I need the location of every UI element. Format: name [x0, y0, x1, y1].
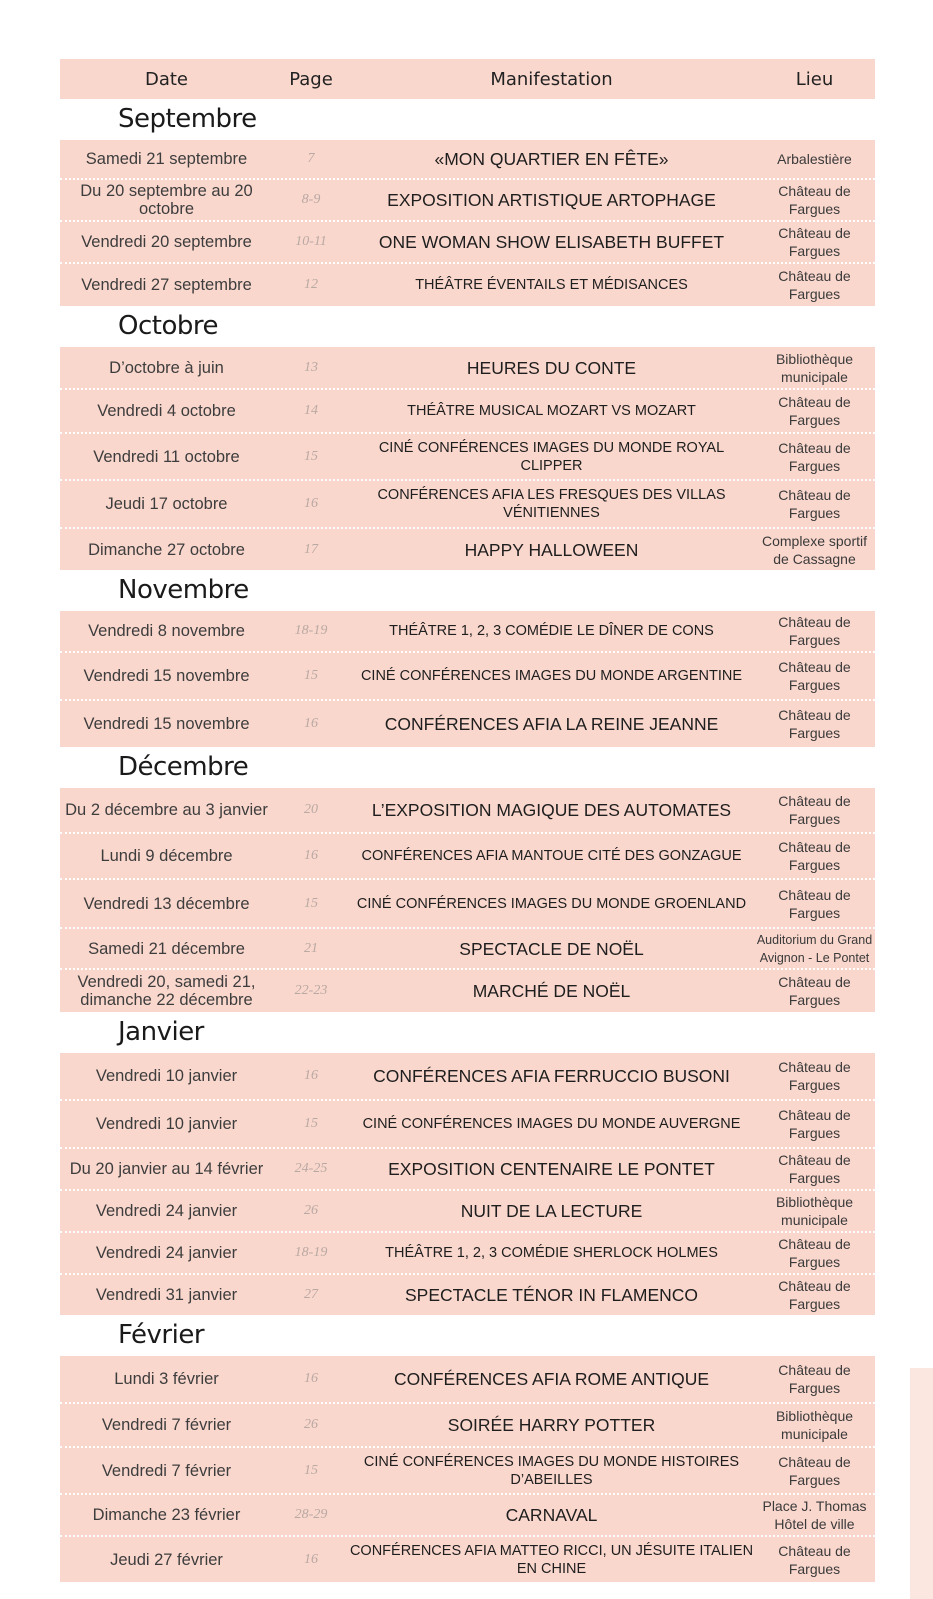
table-row	[60, 222, 875, 264]
event-date: Vendredi 10 janvier	[95, 1115, 238, 1133]
event-title: CONFÉRENCES AFIA FERRUCCIO BUSONI	[373, 1066, 730, 1086]
event-title: CONFÉRENCES AFIA LA REINE JEANNE	[384, 714, 719, 734]
event-page: 10-11	[295, 234, 327, 249]
event-title: CONFÉRENCES AFIA MANTOUE CITÉ DES GONZAGUE	[361, 848, 742, 864]
table-row	[60, 653, 875, 701]
event-title: CONFÉRENCES AFIA MATTEO RICCI, UN JÉSUITE ITALIEN EN CHINE	[349, 1542, 754, 1577]
event-page: 15	[304, 1116, 318, 1131]
month-rows	[60, 788, 875, 1012]
event-page: 17	[304, 541, 318, 557]
event-title: SPECTACLE TÉNOR IN FLAMENCO	[404, 1285, 698, 1305]
table-row	[60, 481, 875, 529]
header-manifestation: Manifestation	[490, 68, 613, 90]
event-page: 16	[304, 716, 318, 731]
header-date: Date	[144, 68, 189, 90]
event-lieu: Château de Fargues	[778, 1236, 851, 1270]
event-page: 13	[304, 359, 318, 375]
table-row	[60, 1101, 875, 1149]
month-heading: Janvier	[118, 1017, 204, 1047]
event-lieu: Château de Fargues	[778, 439, 851, 474]
month-rows	[60, 1356, 875, 1582]
month-heading: Septembre	[118, 104, 257, 134]
event-date: Vendredi 7 février	[101, 1461, 232, 1480]
event-page: 28-29	[294, 1507, 328, 1522]
event-date: Lundi 9 décembre	[100, 847, 233, 865]
event-date: Vendredi 27 septembre	[81, 276, 252, 294]
event-page: 27	[304, 1287, 318, 1302]
event-date: Vendredi 13 décembre	[83, 894, 250, 913]
event-date: Vendredi 20, samedi 21, dimanche 22 décembre	[77, 973, 256, 1009]
event-lieu: Château de Fargues	[778, 1453, 851, 1488]
event-page: 15	[304, 668, 318, 683]
month-rows	[60, 1053, 875, 1315]
event-title: L’EXPOSITION MAGIQUE DES AUTOMATES	[371, 800, 732, 820]
page-edge-tab	[910, 1368, 933, 1599]
event-lieu: Place J. Thomas Hôtel de ville	[762, 1498, 867, 1532]
table-row	[60, 1356, 875, 1404]
event-title: «MON QUARTIER EN FÊTE»	[434, 149, 669, 169]
event-page: 16	[304, 1371, 318, 1386]
event-lieu: Château de Fargues	[778, 183, 851, 217]
table-row	[60, 1404, 875, 1448]
event-lieu: Bibliothèque municipale	[775, 350, 854, 385]
event-title: SPECTACLE DE NOËL	[459, 938, 644, 959]
event-date: Vendredi 24 janvier	[95, 1244, 238, 1262]
event-page: 18-19	[294, 1245, 328, 1260]
agenda-table	[60, 59, 875, 1582]
event-lieu: Château de Fargues	[778, 225, 851, 259]
event-date: Vendredi 4 octobre	[97, 402, 236, 420]
event-title: CONFÉRENCES AFIA LES FRESQUES DES VILLAS VÉNITIENNES	[377, 487, 726, 521]
table-row	[60, 611, 875, 653]
event-page: 26	[304, 1203, 318, 1218]
event-page: 7	[307, 151, 315, 166]
event-page: 20	[304, 802, 318, 817]
event-lieu: Château de Fargues	[778, 974, 851, 1008]
event-date: Samedi 21 septembre	[85, 150, 248, 168]
header-lieu: Lieu	[795, 68, 834, 90]
event-title: CINÉ CONFÉRENCES IMAGES DU MONDE ROYAL CLIPPER	[378, 439, 725, 474]
event-title: CINÉ CONFÉRENCES IMAGES DU MONDE ARGENTINE	[360, 668, 743, 684]
event-date: Du 20 janvier au 14 février	[69, 1160, 264, 1178]
table-row	[60, 701, 875, 747]
event-date: Vendredi 31 janvier	[95, 1286, 238, 1304]
table-row	[60, 1233, 875, 1275]
event-date: Vendredi 11 octobre	[93, 447, 240, 466]
table-row	[60, 834, 875, 880]
table-row	[60, 180, 875, 222]
table-row	[60, 434, 875, 481]
month-heading: Février	[118, 1320, 205, 1350]
event-lieu: Château de Fargues	[778, 839, 851, 873]
event-date: Vendredi 20 septembre	[81, 233, 252, 251]
table-row	[60, 390, 875, 434]
event-title: HAPPY HALLOWEEN	[464, 539, 639, 560]
event-title: THÉÂTRE MUSICAL MOZART VS MOZART	[407, 403, 696, 419]
header-page: Page	[289, 68, 333, 90]
event-title: HEURES DU CONTE	[466, 357, 637, 378]
event-title: CINÉ CONFÉRENCES IMAGES DU MONDE AUVERGNE	[362, 1116, 741, 1132]
event-page: 16	[304, 848, 318, 863]
month-rows	[60, 347, 875, 570]
event-date: Vendredi 8 novembre	[88, 622, 245, 640]
table-row	[60, 1191, 875, 1233]
event-lieu: Château de Fargues	[778, 659, 851, 693]
event-date: Vendredi 24 janvier	[95, 1202, 238, 1220]
event-date: Vendredi 10 janvier	[95, 1067, 238, 1085]
event-page: 16	[304, 1068, 318, 1083]
event-lieu: Arbalestière	[777, 151, 852, 167]
event-lieu: Château de Fargues	[778, 1152, 851, 1186]
table-header	[60, 59, 875, 99]
table-row	[60, 970, 875, 1012]
table-row	[60, 1275, 875, 1315]
month-heading: Novembre	[118, 575, 249, 605]
event-date: D’octobre à juin	[109, 358, 224, 377]
event-date: Samedi 21 décembre	[88, 939, 245, 958]
event-lieu: Château de Fargues	[778, 1362, 851, 1396]
table-row	[60, 264, 875, 306]
table-row	[60, 347, 875, 390]
event-date: Du 2 décembre au 3 janvier	[65, 801, 268, 819]
table-row	[60, 788, 875, 834]
month-rows	[60, 611, 875, 747]
event-title: MARCHÉ DE NOËL	[472, 981, 631, 1001]
event-date: Du 20 septembre au 20 octobre	[80, 182, 253, 218]
event-lieu: Château de Fargues	[778, 793, 851, 827]
event-page: 26	[304, 1417, 318, 1432]
month-heading: Octobre	[118, 311, 218, 341]
table-row	[60, 1495, 875, 1537]
event-title: NUIT DE LA LECTURE	[460, 1201, 643, 1221]
event-lieu: Château de Fargues	[778, 268, 851, 302]
event-title: CARNAVAL	[505, 1505, 598, 1525]
event-lieu: Château de Fargues	[778, 1107, 851, 1141]
event-lieu: Château de Fargues	[778, 487, 851, 521]
event-title: CINÉ CONFÉRENCES IMAGES DU MONDE HISTOIRES D’ABEILLES	[363, 1453, 740, 1488]
event-date: Dimanche 23 février	[92, 1506, 241, 1524]
event-page: 22-23	[294, 983, 328, 998]
event-title: THÉÂTRE 1, 2, 3 COMÉDIE SHERLOCK HOLMES	[385, 1245, 718, 1261]
event-date: Lundi 3 février	[114, 1370, 219, 1388]
event-date: Vendredi 15 novembre	[83, 715, 250, 733]
table-row	[60, 140, 875, 180]
table-row	[60, 880, 875, 929]
event-lieu: Château de Fargues	[778, 886, 851, 921]
event-page: 16	[304, 1551, 318, 1567]
event-page: 18-19	[294, 623, 328, 638]
event-page: 15	[304, 895, 318, 911]
event-page: 16	[304, 496, 318, 511]
event-lieu: Château de Fargues	[778, 707, 851, 741]
event-page: 15	[304, 448, 318, 464]
event-page: 8-9	[301, 192, 321, 207]
event-date: Vendredi 15 novembre	[83, 667, 250, 685]
month-heading: Décembre	[118, 752, 249, 782]
event-title: THÉÂTRE ÉVENTAILS ET MÉDISANCES	[415, 277, 688, 293]
table-row	[60, 1149, 875, 1191]
event-date: Jeudi 17 octobre	[105, 495, 228, 513]
month-rows	[60, 140, 875, 306]
event-title: SOIRÉE HARRY POTTER	[447, 1415, 656, 1435]
sections-container	[60, 99, 875, 1582]
event-title: THÉÂTRE 1, 2, 3 COMÉDIE LE DÎNER DE CONS	[389, 623, 714, 639]
event-title: EXPOSITION CENTENAIRE LE PONTET	[388, 1159, 715, 1179]
event-page: 24-25	[294, 1161, 328, 1176]
event-lieu: Bibliothèque municipale	[775, 1408, 854, 1442]
table-row	[60, 529, 875, 570]
event-lieu: Château de Fargues	[778, 1059, 851, 1093]
table-row	[60, 1448, 875, 1495]
event-title: ONE WOMAN SHOW ELISABETH BUFFET	[378, 232, 725, 252]
table-row	[60, 1537, 875, 1582]
event-title: CONFÉRENCES AFIA ROME ANTIQUE	[393, 1369, 710, 1389]
event-date: Jeudi 27 février	[110, 1550, 223, 1569]
event-page: 12	[304, 277, 318, 292]
event-lieu: Château de Fargues	[778, 1542, 851, 1577]
event-lieu: Château de Fargues	[778, 394, 851, 428]
event-page: 15	[304, 1462, 318, 1478]
event-lieu: Château de Fargues	[778, 614, 851, 648]
event-title: CINÉ CONFÉRENCES IMAGES DU MONDE GROENLAND	[356, 895, 747, 912]
event-date: Vendredi 7 février	[101, 1416, 232, 1434]
table-row	[60, 929, 875, 970]
event-title: EXPOSITION ARTISTIQUE ARTOPHAGE	[387, 190, 716, 210]
event-page: 14	[304, 403, 318, 418]
event-lieu: Complexe sportif de Cassagne	[761, 532, 868, 567]
event-date: Dimanche 27 octobre	[88, 540, 245, 559]
table-row	[60, 1053, 875, 1101]
event-lieu: Bibliothèque municipale	[775, 1194, 854, 1228]
event-page: 21	[304, 940, 318, 956]
event-lieu: Auditorium du Grand Avignon - Le Pontet	[756, 932, 873, 965]
event-lieu: Château de Fargues	[778, 1278, 851, 1312]
